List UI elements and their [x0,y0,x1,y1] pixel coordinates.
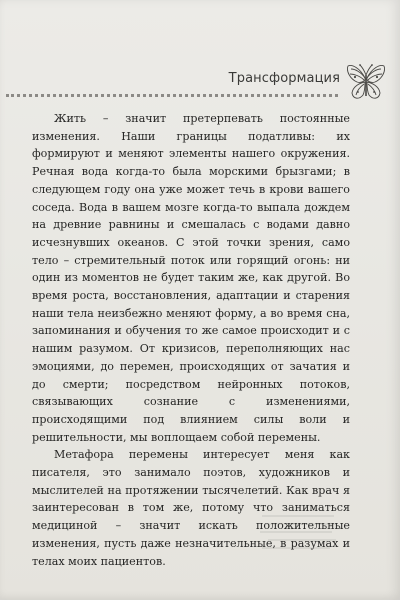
paragraph-2: Метафора перемены интересует меня как писателя, это занимало поэтов, художников и мыслителей на протяжении тысячелетий. Как врач я заинтересован в том же, потому что заниматься медициной – значит искать положительные изменения, пусть даже незначительные, в разумах и телах моих пациентов. [32,448,350,568]
paragraph-1: Жить – значит претерпевать постоянные изменения. Наши границы податливы: их формируют и меняют элементы нашего окружения. Речная вода когда-то была морскими брызгами; в следующем году она уже может течь в крови вашего соседа. Вода в вашем мозге когда-то выпала дождем на древние равнины и смешалась с водами давно исчезнувших океанов. С этой точки зрения, само тело – стремительный поток или горящий огонь: ни один из моментов не будет таким же, как другой. Во время роста, восстановления, адаптации и старения наши тела неизбежно меняют форму, а во время сна, запоминания и обучения то же самое происходит и с нашим разумом. От кризисов, переполняющих нас эмоциями, до перемен, происходящих от зачатия и до смерти; посредством нейронных потоков, связывающих сознание с изменениями, происходящими под влиянием силы воли и решительности, мы воплощаем собой перемены. [32,112,350,444]
butterfly-icon [346,62,386,104]
header-dotted-rule [6,94,338,97]
running-head-title: Трансформация [228,71,340,86]
page-header [0,62,400,102]
body-text [32,110,350,570]
